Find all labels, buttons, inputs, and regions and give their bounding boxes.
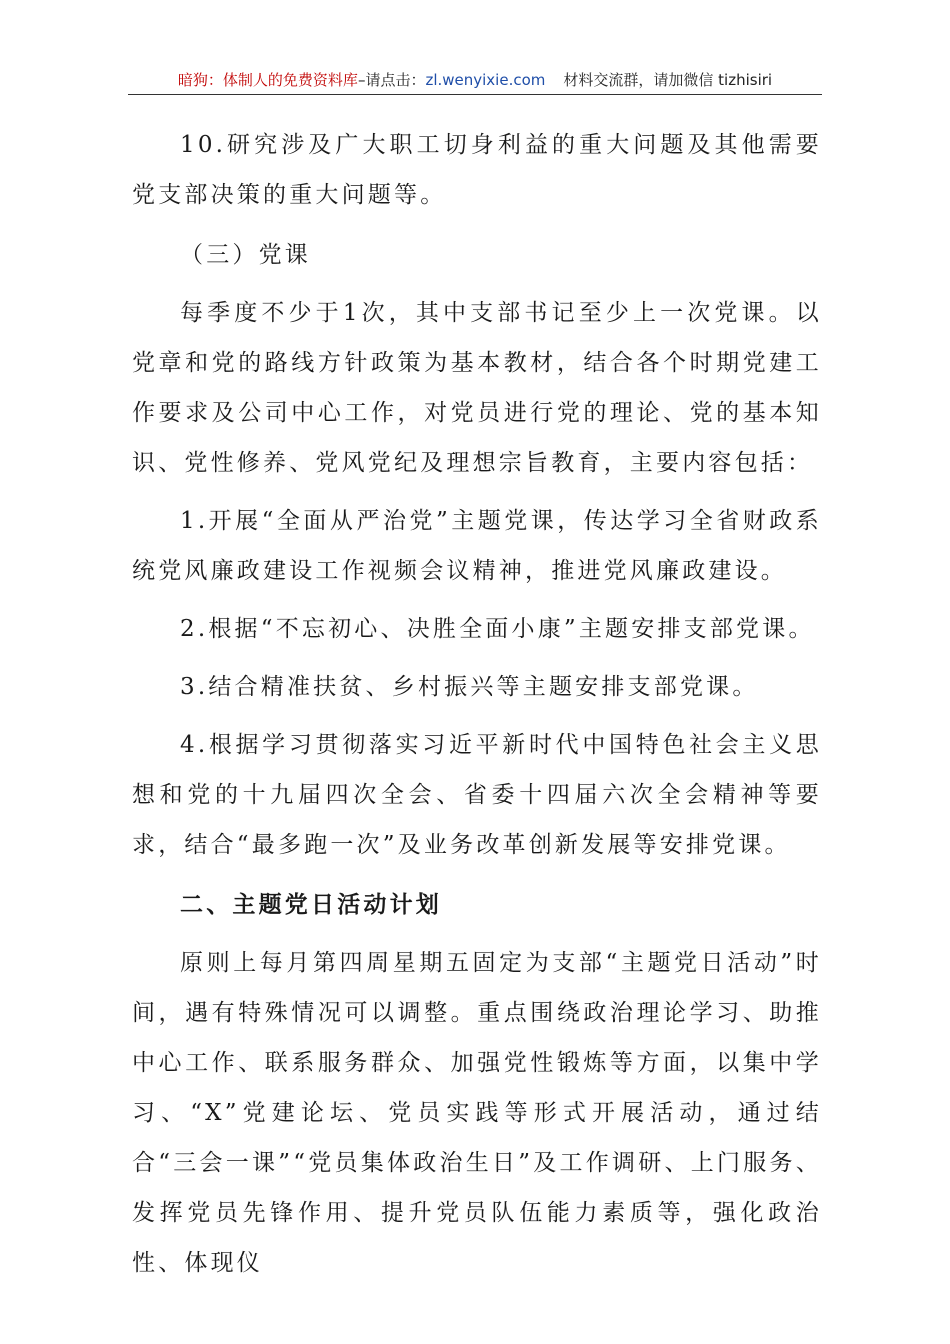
header-prompt: –请点击： xyxy=(357,71,426,89)
section-heading-theme-day: 二、主题党日活动计划 xyxy=(180,892,442,918)
paragraph-item-3: 3.结合精准扶贫、乡村振兴等主题安排支部党课。 xyxy=(180,674,759,700)
paragraph-item-1: 1.开展“全面从严治党”主题党课，传达学习全省财政系统党风廉政建设工作视频会议精神，推进党风廉政建设。 xyxy=(132,508,822,584)
document-body xyxy=(132,120,822,1288)
header-link[interactable]: zl.wenyixie.com xyxy=(425,71,546,89)
paragraph-item-4: 4.根据学习贯彻落实习近平新时代中国特色社会主义思想和党的十九届四次全会、省委十四届六次全会精神等要求，结合“最多跑一次”及业务改革创新发展等安排党课。 xyxy=(132,732,822,858)
header-brand: 暗狗：体制人的免费资料库 xyxy=(177,71,358,89)
paragraph-item-10: 10.研究涉及广大职工切身利益的重大问题及其他需要党支部决策的重大问题等。 xyxy=(132,132,822,208)
paragraph-item-2: 2.根据“不忘初心、决胜全面小康”主题安排支部党课。 xyxy=(180,616,815,642)
header-contact: 材料交流群，请加微信 tizhisiri xyxy=(563,71,773,89)
paragraph-theme-day-body: 原则上每月第四周星期五固定为支部“主题党日活动”时间，遇有特殊情况可以调整。重点围绕政治理论学习、助推中心工作、联系服务群众、加强党性锻炼等方面，以集中学习、“X”党建论坛、党员实践等形式开展活动，通过结合“三会一课”“党员集体政治生日”及工作调研、上门服务、发挥党员先锋作用、提升党员队伍能力素质等，强化政治性、体现仪 xyxy=(132,950,822,1276)
paragraph-lecture-intro: 每季度不少于1次，其中支部书记至少上一次党课。以党章和党的路线方针政策为基本教材，结合各个时期党建工作要求及公司中心工作，对党员进行党的理论、党的基本知识、党性修养、党风党纪及理想宗旨教育，主要内容包括： xyxy=(132,300,822,476)
page-header xyxy=(128,66,822,95)
subheading-party-lecture: （三）党课 xyxy=(180,242,311,268)
